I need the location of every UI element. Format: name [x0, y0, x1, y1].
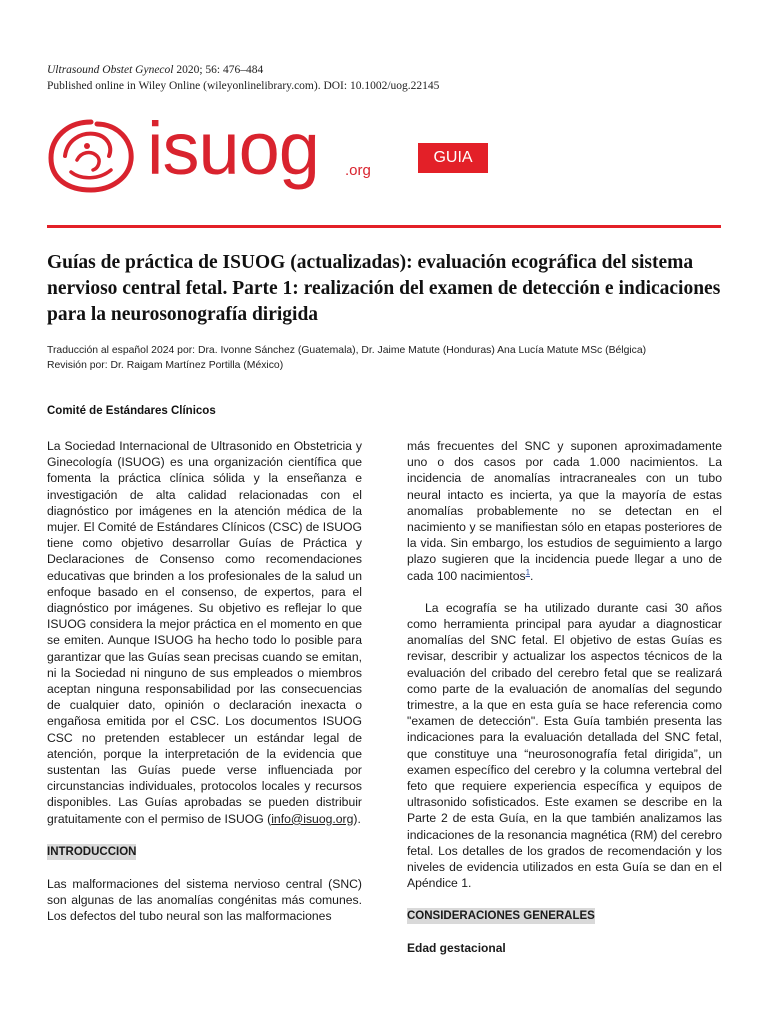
incidence-paragraph-end: . — [530, 568, 534, 583]
logo-org-suffix: .org — [345, 162, 371, 179]
email-link[interactable]: info@isuog.org — [271, 811, 354, 826]
section-heading-introduccion: INTRODUCCION — [47, 845, 137, 858]
translation-credits — [47, 343, 737, 373]
intro-paragraph — [47, 438, 362, 827]
ultrasound-paragraph: La ecografía se ha utilizado durante casi 30 años como herramienta principal para ayudar a diagnosticar anomalías del SNC fetal. El objetivo de estas Guías es revisar, describir y actualizar los aspectos técnicos de la evaluación del cribado del cerebro fetal que se realizará como parte de la evaluación de anomalías del segundo trimestre, a la que en esta guía se hace referencia como "examen de detección". Esta Guía también presenta las indicaciones para la evaluación detallada del SNC fetal, que constituye una “neurosonografía fetal dirigida”, un examen específico del cerebro y la columna vertebral del feto que requiere experiencia específica y equipos de ultrasonido sofisticados. Este examen se describe en la Parte 2 de esta Guía, en la que también analizamos las indicaciones de la resonancia magnética (RM) del cerebro fetal. Los detalles de los grados de recomendación y los niveles de evidencia utilizados en esta Guía se dan en el Apéndice 1. — [407, 600, 722, 891]
journal-name: Ultrasound Obstet Gynecol — [47, 64, 174, 76]
incidence-paragraph — [407, 438, 722, 584]
journal-line — [47, 62, 439, 78]
section-heading-consideraciones: CONSIDERACIONES GENERALES — [407, 910, 595, 923]
right-column — [407, 438, 722, 957]
publication-line: Published online in Wiley Online (wileyonlinelibrary.com). DOI: 10.1002/uog.22145 — [47, 80, 440, 92]
revision-line: Revisión por: Dr. Raigam Martínez Portilla (México) — [47, 360, 284, 371]
isuog-logo — [47, 107, 387, 202]
incidence-paragraph-text: más frecuentes del SNC y suponen aproximadamente uno o dos casos por cada 1.000 nacimientos. La incidencia de anomalías intracraneales con un tubo neural intacto es incierta, ya que la mayoría de estas anomalías probablemente no se detectan en el nacimiento y se manifiestan sólo en etapas posteriores de la vida. Sin embargo, los estudios de seguimiento a largo plazo sugieren que la incidencia puede llegar a uno de cada 100 nacimientos — [407, 439, 722, 583]
journal-volume: 2020; 56: 476–484 — [173, 64, 264, 76]
document-title: Guías de práctica de ISUOG (actualizadas): evaluación ecográfica del sistema nervioso central fetal. Parte 1: realización del examen de detección e indicaciones para la neurosonografía dirigida — [47, 252, 721, 325]
subheading-edad-gestacional: Edad gestacional — [407, 941, 506, 956]
intro-paragraph-text: La Sociedad Internacional de Ultrasonido en Obstetricia y Ginecología (ISUOG) es una organización científica que fomenta la práctica clínica sólida y la enseñanza e investigación de alta calidad relacionadas con el diagnóstico por imágenes en la atención médica de la mujer. El Comité de Estándares Clínicos (CSC) de ISUOG tiene como objetivo desarrollar Guías de Práctica y Declaraciones de Consenso como recomendaciones educativas que brinden a los profesionales de la salud un enfoque basado en el consenso, de expertos, para el diagnóstico por imágenes. Su objetivo es reflejar lo que ISUOG considera la mejor práctica en el momento en que se emiten. Aunque ISUOG ha hecho todo lo posible para garantizar que las Guías sean precisas cuando se emitan, ni la Sociedad ni ninguno de sus empleados o miembros aceptan ninguna responsabilidad por las consecuencias de cualquier dato, opinión o declaración inexacta o engañosa emitida por el CSC. Los documentos ISUOG CSC no pretenden establecer un estándar legal de atención, porque la interpretación de la evidencia que sustentan las Guías puede verse influenciada por circunstancias individuales, protocolos locales y recursos disponibles. Las Guías aprobadas se pueden distribuir gratuitamente con el permiso de ISUOG ( — [47, 439, 362, 826]
reference-link[interactable]: 1 — [525, 567, 531, 577]
guia-badge: GUIA — [418, 143, 488, 173]
citation-header — [47, 62, 439, 94]
translation-line: Traducción al español 2024 por: Dra. Ivonne Sánchez (Guatemala), Dr. Jaime Matute (Honduras) Ana Lucía Matute MSc (Bélgica) — [47, 345, 647, 356]
intro-paragraph-end: ). — [353, 811, 361, 826]
fetus-logo-icon — [47, 116, 135, 194]
left-column — [47, 438, 362, 924]
logo-wordmark: isuog — [147, 107, 319, 190]
red-divider — [47, 225, 721, 228]
committee-heading: Comité de Estándares Clínicos — [47, 405, 216, 417]
malformations-paragraph: Las malformaciones del sistema nervioso central (SNC) son algunas de las anomalías congénitas más comunes. Los defectos del tubo neural son las malformaciones — [47, 876, 362, 924]
